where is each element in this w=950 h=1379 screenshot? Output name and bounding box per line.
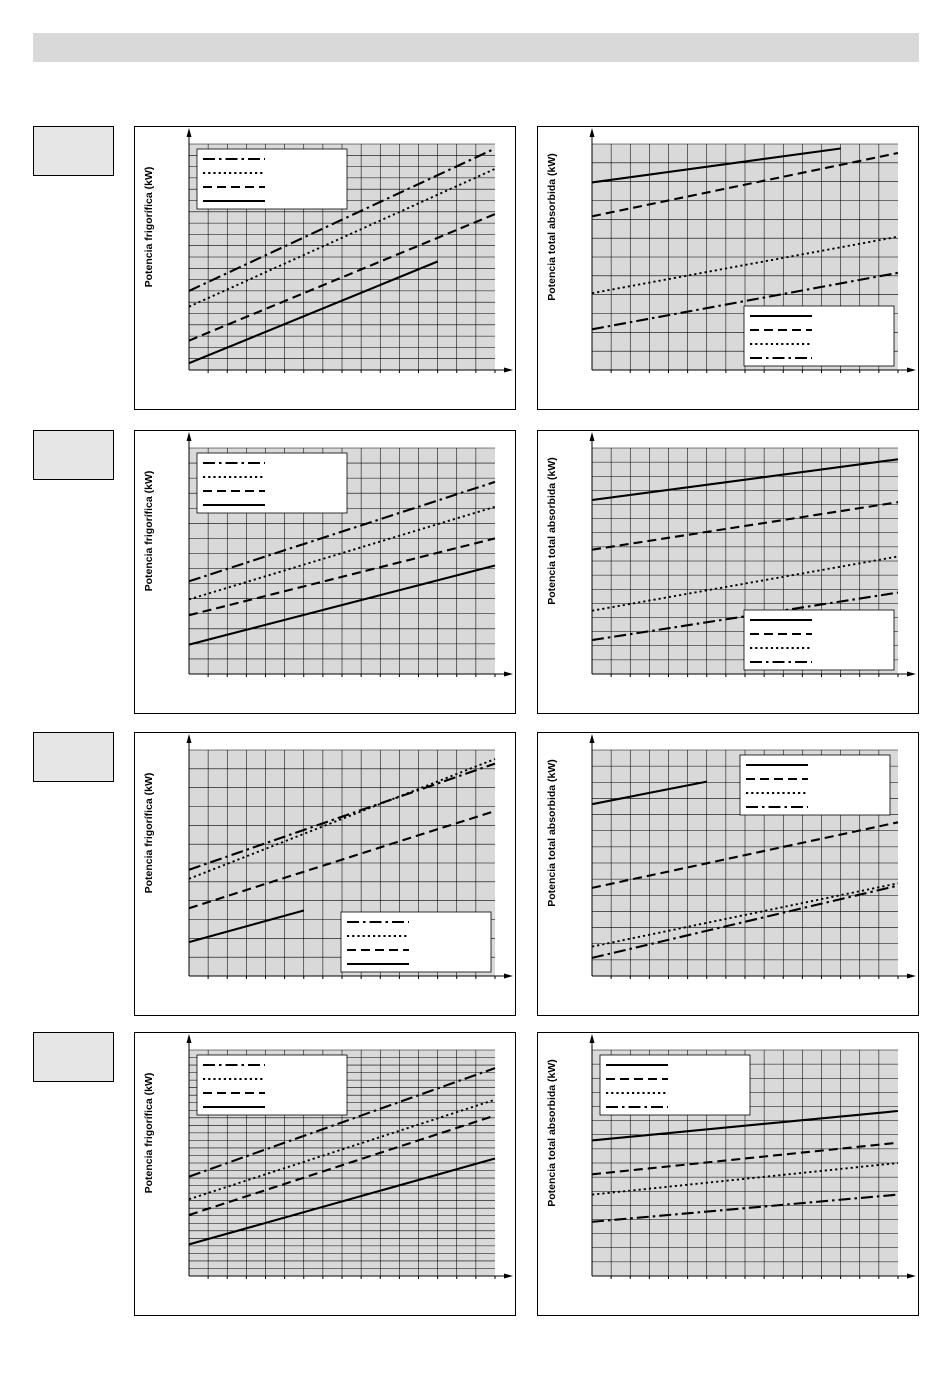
y-axis-label: Potencia frigorífica (kW) <box>143 772 155 894</box>
legend <box>744 306 894 366</box>
chart-svg <box>538 127 920 411</box>
chart-svg <box>135 431 517 715</box>
y-axis-arrow-icon <box>187 432 192 441</box>
row-tab-2 <box>33 430 114 480</box>
legend <box>600 1055 750 1115</box>
chart-svg <box>135 1033 517 1317</box>
chart-svg <box>135 733 517 1017</box>
chart-panel-r4-right <box>537 1032 919 1316</box>
x-axis-arrow-icon <box>504 974 513 979</box>
y-axis-arrow-icon <box>187 1034 192 1043</box>
chart-svg <box>538 733 920 1017</box>
chart-panel-r2-right <box>537 430 919 714</box>
y-axis-label: Potencia frigorífica (kW) <box>143 1072 155 1194</box>
chart-svg <box>538 431 920 715</box>
x-axis-arrow-icon <box>504 672 513 677</box>
y-axis-label: Potencia frigorífica (kW) <box>143 166 155 288</box>
y-axis-arrow-icon <box>187 128 192 137</box>
legend <box>341 912 491 972</box>
x-axis-arrow-icon <box>907 368 916 373</box>
header-bar <box>33 33 919 62</box>
chart-panel-r1-right <box>537 126 919 410</box>
chart-panel-r3-left <box>134 732 516 1016</box>
y-axis-label: Potencia total absorbida (kW) <box>546 457 558 605</box>
y-axis-arrow-icon <box>590 734 595 743</box>
chart-panel-r4-left <box>134 1032 516 1316</box>
row-tab-1 <box>33 126 114 176</box>
chart-panel-r2-left <box>134 430 516 714</box>
legend <box>197 1055 347 1115</box>
row-tab-3 <box>33 732 114 782</box>
y-axis-arrow-icon <box>187 734 192 743</box>
x-axis-arrow-icon <box>504 1274 513 1279</box>
legend <box>740 755 890 815</box>
chart-panel-r3-right <box>537 732 919 1016</box>
legend <box>744 610 894 670</box>
chart-svg <box>538 1033 920 1317</box>
y-axis-arrow-icon <box>590 1034 595 1043</box>
x-axis-arrow-icon <box>907 974 916 979</box>
y-axis-arrow-icon <box>590 128 595 137</box>
legend <box>197 149 347 209</box>
x-axis-arrow-icon <box>907 672 916 677</box>
y-axis-label: Potencia total absorbida (kW) <box>546 153 558 301</box>
x-axis-arrow-icon <box>907 1274 916 1279</box>
y-axis-label: Potencia total absorbida (kW) <box>546 1059 558 1207</box>
y-axis-label: Potencia frigorífica (kW) <box>143 470 155 592</box>
chart-svg <box>135 127 517 411</box>
y-axis-label: Potencia total absorbida (kW) <box>546 759 558 907</box>
legend <box>197 453 347 513</box>
y-axis-arrow-icon <box>590 432 595 441</box>
row-tab-4 <box>33 1032 114 1082</box>
chart-panel-r1-left <box>134 126 516 410</box>
x-axis-arrow-icon <box>504 368 513 373</box>
